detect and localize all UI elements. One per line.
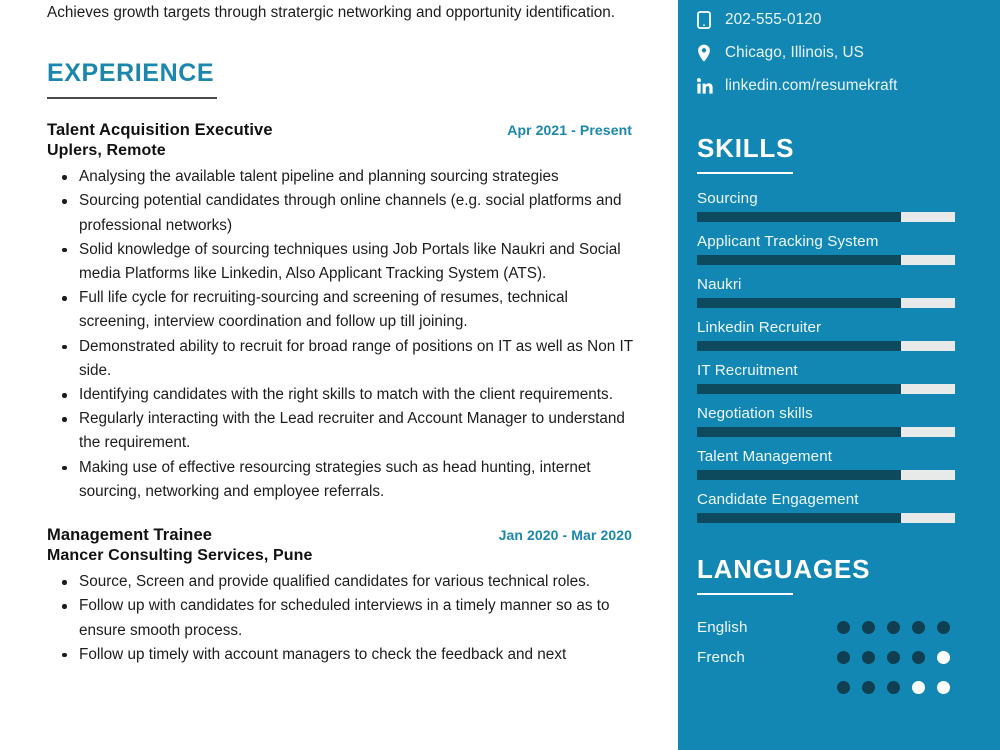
job-bullet-list — [47, 570, 678, 667]
sidebar — [678, 0, 1000, 750]
contact-text: Chicago, Illinois, US — [725, 43, 864, 61]
rating-dot — [837, 651, 850, 664]
skill-bar-track — [697, 470, 955, 480]
rating-dot — [912, 621, 925, 634]
skill-name: Negotiation skills — [697, 405, 813, 423]
contact-text: 202-555-0120 — [725, 10, 822, 28]
contact-row[interactable] — [697, 3, 1000, 36]
skill-bar-track — [697, 341, 955, 351]
language-rating-dots — [837, 621, 950, 634]
skill-name: IT Recruitment — [697, 362, 798, 380]
skill-bar-track — [697, 513, 955, 523]
rating-dot — [887, 681, 900, 694]
skill-name: Sourcing — [697, 190, 758, 208]
language-name: English — [697, 618, 748, 636]
job-company: Uplers, Remote — [47, 142, 166, 160]
job-bullet: Follow up timely with account managers to check the feedback and next — [79, 643, 634, 667]
skill-bar-fill — [697, 298, 901, 308]
languages-heading: LANGUAGES — [697, 554, 871, 585]
skill-name: Candidate Engagement — [697, 491, 859, 509]
job-bullet: Sourcing potential candidates through online channels (e.g. social platforms and professional networks) — [79, 189, 634, 237]
rating-dot — [912, 681, 925, 694]
rating-dot — [862, 651, 875, 664]
linkedin-icon — [697, 78, 718, 94]
languages-heading-rule — [697, 593, 793, 596]
phone-icon — [697, 11, 718, 29]
job-bullet: Solid knowledge of sourcing techniques using Job Portals like Naukri and Social media Platforms like Linkedin, Also Applicant Tracking System (ATS). — [79, 238, 634, 286]
skill-item — [697, 190, 1000, 222]
skill-name: Linkedin Recruiter — [697, 319, 822, 337]
contact-row[interactable] — [697, 69, 1000, 102]
skills-heading-rule — [697, 172, 793, 175]
rating-dot — [862, 681, 875, 694]
rating-dot — [837, 621, 850, 634]
skill-item — [697, 491, 1000, 523]
contact-row[interactable] — [697, 36, 1000, 69]
job-bullet: Source, Screen and provide qualified candidates for various technical roles. — [79, 570, 634, 594]
skill-name: Applicant Tracking System — [697, 233, 879, 251]
job-title: Talent Acquisition Executive — [47, 121, 273, 140]
job-bullet-list — [47, 165, 678, 504]
rating-dot — [887, 621, 900, 634]
language-name: French — [697, 648, 745, 666]
skills-section — [697, 134, 1000, 523]
contact-list — [697, 0, 1000, 102]
skill-item — [697, 233, 1000, 265]
skill-item — [697, 362, 1000, 394]
job-title-row — [47, 121, 632, 140]
skill-name: Naukri — [697, 276, 742, 294]
skill-bar-fill — [697, 470, 901, 480]
skill-bar-fill — [697, 513, 901, 523]
skill-bar-track — [697, 255, 955, 265]
skill-bar-fill — [697, 255, 901, 265]
language-rating-dots — [837, 681, 950, 694]
skill-item — [697, 276, 1000, 308]
skill-bar-track — [697, 384, 955, 394]
languages-section — [697, 555, 1000, 702]
skill-bar-fill — [697, 384, 901, 394]
experience-heading-rule — [47, 97, 217, 100]
location-pin-icon — [697, 44, 718, 62]
rating-dot — [837, 681, 850, 694]
rating-dot — [937, 621, 950, 634]
job-date: Jan 2020 - Mar 2020 — [498, 527, 632, 544]
skills-list — [697, 190, 1000, 523]
job-bullet: Identifying candidates with the right skills to match with the client requirements. — [79, 383, 634, 407]
skill-bar-track — [697, 298, 955, 308]
experience-item — [47, 121, 678, 504]
job-bullet: Analysing the available talent pipeline and planning sourcing strategies — [79, 165, 634, 189]
languages-list — [697, 612, 1000, 702]
skill-bar-fill — [697, 427, 901, 437]
rating-dot — [937, 651, 950, 664]
job-bullet: Follow up with candidates for scheduled interviews in a timely manner so as to ensure smooth process. — [79, 594, 634, 642]
language-item — [697, 672, 1000, 702]
experience-section-header — [47, 59, 678, 99]
skill-bar-fill — [697, 212, 901, 222]
experience-heading: EXPERIENCE — [47, 59, 215, 87]
job-bullet: Demonstrated ability to recruit for broad range of positions on IT as well as Non IT side. — [79, 335, 634, 383]
skill-item — [697, 405, 1000, 437]
experience-item — [47, 526, 678, 667]
rating-dot — [937, 681, 950, 694]
job-bullet: Full life cycle for recruiting-sourcing and screening of resumes, technical screening, interview coordination and follow up till joining. — [79, 286, 634, 334]
language-item — [697, 642, 1000, 672]
skills-heading: SKILLS — [697, 133, 795, 163]
skill-item — [697, 319, 1000, 351]
rating-dot — [887, 651, 900, 664]
rating-dot — [862, 621, 875, 634]
rating-dot — [912, 651, 925, 664]
job-date: Apr 2021 - Present — [507, 122, 632, 139]
language-item — [697, 612, 1000, 642]
experience-list — [47, 121, 678, 667]
language-rating-dots — [837, 651, 950, 664]
summary-paragraph: Achieves growth targets through stratergic networking and opportunity identification. — [47, 4, 616, 21]
skill-bar-fill — [697, 341, 901, 351]
job-title: Management Trainee — [47, 526, 213, 545]
job-title-row — [47, 526, 632, 545]
skill-bar-track — [697, 212, 955, 222]
skill-item — [697, 448, 1000, 480]
contact-text: linkedin.com/resumekraft — [725, 76, 898, 94]
skill-bar-track — [697, 427, 955, 437]
job-bullet: Making use of effective resourcing strategies such as head hunting, internet sourcing, networking and employee referrals. — [79, 456, 634, 504]
skill-name: Talent Management — [697, 448, 833, 466]
job-bullet: Regularly interacting with the Lead recruiter and Account Manager to understand the requirement. — [79, 407, 634, 455]
job-company: Mancer Consulting Services, Pune — [47, 547, 313, 565]
